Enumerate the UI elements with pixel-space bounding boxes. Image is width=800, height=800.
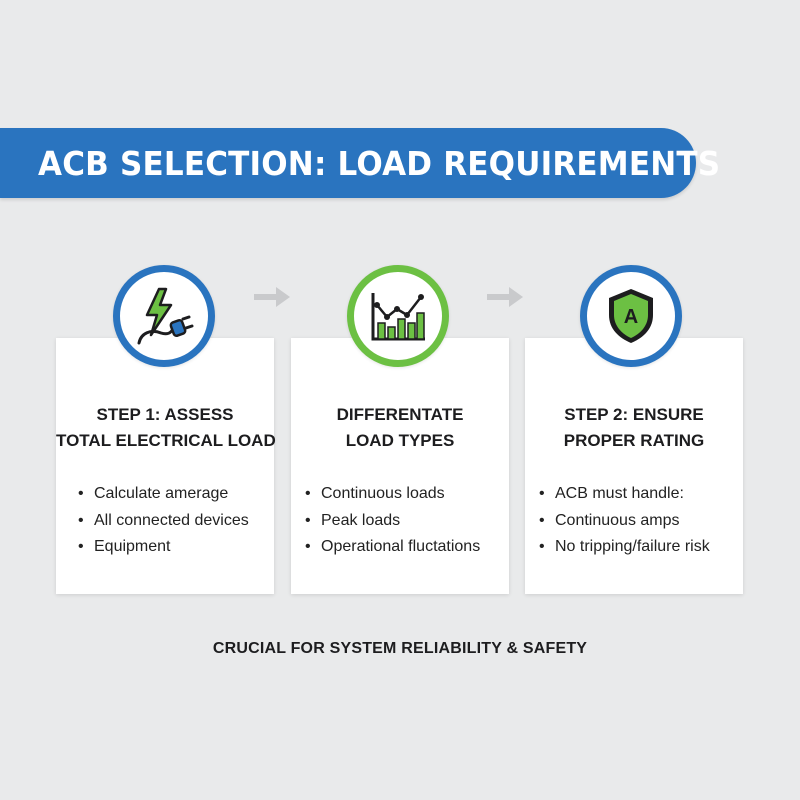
step-title-line: STEP 2: ENSURE <box>564 405 704 424</box>
title-banner <box>0 128 721 198</box>
list-item: • Continuous amps <box>539 508 743 535</box>
shield-letter: A <box>623 306 639 328</box>
arrow-right-icon <box>254 285 292 309</box>
step-bullet-list <box>56 481 274 561</box>
step-title-line: DIFFERENTATE <box>336 405 464 424</box>
page-title: ACB SELECTION: LOAD REQUIREMENTS <box>38 143 721 183</box>
step-2-icon-badge <box>347 265 449 367</box>
list-item: • Equipment <box>78 534 274 561</box>
step-title-line: TOTAL ELECTRICAL LOAD <box>56 431 276 450</box>
step-title-line: LOAD TYPES <box>345 431 455 450</box>
step-card-title <box>525 402 743 454</box>
list-item: • Operational fluctations <box>305 534 509 561</box>
list-item: • Continuous loads <box>305 481 509 508</box>
step-1-icon-badge <box>113 265 215 367</box>
bar-line-chart-icon <box>367 285 429 347</box>
step-card-title <box>56 402 274 454</box>
arrow-right-icon <box>487 285 525 309</box>
list-item: • All connected devices <box>78 508 274 535</box>
step-card-2 <box>291 338 509 594</box>
list-item: • ACB must handle: <box>539 481 743 508</box>
step-bullet-list <box>525 481 743 561</box>
footer-caption: CRUCIAL FOR SYSTEM RELIABILITY & SAFETY <box>212 640 588 657</box>
step-title-line: STEP 1: ASSESS <box>96 405 234 424</box>
shield-a-icon <box>600 285 662 347</box>
step-card-3 <box>525 338 743 594</box>
step-title-line: PROPER RATING <box>563 431 705 450</box>
step-3-icon-badge <box>580 265 682 367</box>
list-item: • No tripping/failure risk <box>539 534 743 561</box>
list-item: • Peak loads <box>305 508 509 535</box>
list-item: • Calculate amerage <box>78 481 274 508</box>
lightning-plug-icon <box>133 285 195 347</box>
step-card-title <box>291 402 509 454</box>
step-card-1 <box>56 338 274 594</box>
step-bullet-list <box>291 481 509 561</box>
